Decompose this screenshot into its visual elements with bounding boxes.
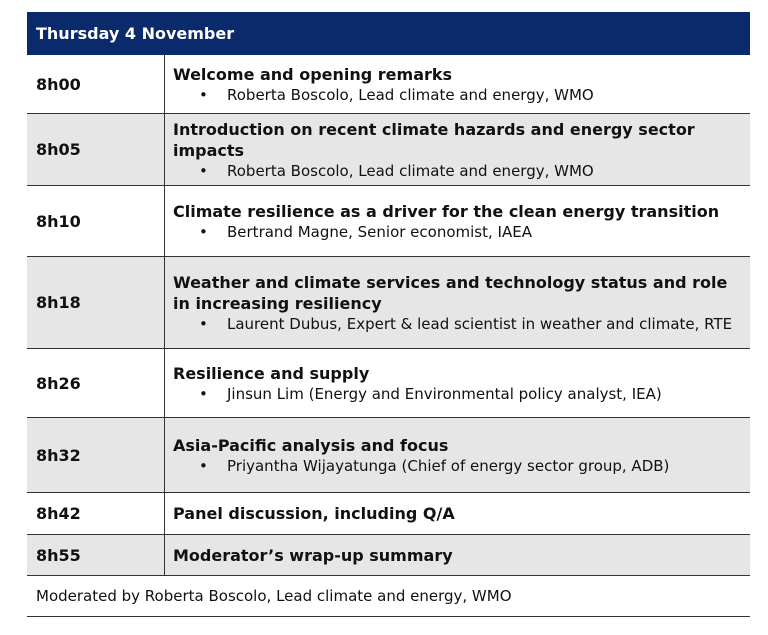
session-row <box>27 186 750 257</box>
speaker-item <box>173 456 744 476</box>
speaker-item <box>173 384 744 404</box>
session-title: Welcome and opening remarks <box>173 64 453 84</box>
session-time: 8h42 <box>27 493 165 534</box>
session-title: Moderator’s wrap-up summary <box>173 545 453 565</box>
session-title: Introduction on recent climate hazards and energy sector impacts <box>173 119 695 160</box>
session-content <box>165 114 750 185</box>
session-row <box>27 257 750 349</box>
session-title: Resilience and supply <box>173 363 370 383</box>
session-row <box>27 418 750 493</box>
speaker-text: Bertrand Magne, Senior economist, IAEA <box>227 222 532 241</box>
speaker-item <box>173 314 744 334</box>
speaker-text: Roberta Boscolo, Lead climate and energy, WMO <box>227 161 594 180</box>
moderator-note <box>27 576 750 617</box>
session-content <box>165 349 750 417</box>
session-time: 8h05 <box>27 114 165 185</box>
date-header-label: Thursday 4 November <box>36 24 235 43</box>
moderator-text: Moderated by Roberta Boscolo, Lead climate and energy, WMO <box>36 587 512 605</box>
session-time: 8h26 <box>27 349 165 417</box>
session-time: 8h32 <box>27 418 165 492</box>
bullet-icon: • <box>199 314 208 333</box>
speaker-text: Priyantha Wijayatunga (Chief of energy sector group, ADB) <box>227 456 670 475</box>
session-time: 8h00 <box>27 55 165 113</box>
session-content <box>165 186 750 256</box>
session-content <box>165 535 750 575</box>
bullet-icon: • <box>199 161 208 180</box>
agenda-table <box>27 12 750 617</box>
session-row <box>27 349 750 418</box>
speaker-item <box>173 161 744 181</box>
speaker-text: Jinsun Lim (Energy and Environmental policy analyst, IEA) <box>227 384 662 403</box>
date-header <box>27 12 750 55</box>
bullet-icon: • <box>199 222 208 241</box>
session-content <box>165 418 750 492</box>
speaker-text: Laurent Dubus, Expert & lead scientist in weather and climate, RTE <box>227 314 733 333</box>
bullet-icon: • <box>199 384 208 403</box>
session-title: Panel discussion, including Q/A <box>173 504 455 523</box>
session-content <box>165 493 750 534</box>
session-row <box>27 114 750 186</box>
session-time: 8h10 <box>27 186 165 256</box>
speaker-item <box>173 85 744 105</box>
session-title: Climate resilience as a driver for the clean energy transition <box>173 201 720 221</box>
session-content <box>165 55 750 113</box>
bullet-icon: • <box>199 456 208 475</box>
session-time: 8h18 <box>27 257 165 348</box>
session-row <box>27 493 750 535</box>
bullet-icon: • <box>199 85 208 104</box>
session-row <box>27 55 750 114</box>
session-time: 8h55 <box>27 535 165 575</box>
session-title: Asia-Pacific analysis and focus <box>173 435 449 455</box>
speaker-text: Roberta Boscolo, Lead climate and energy, WMO <box>227 85 594 104</box>
session-content <box>165 257 750 348</box>
speaker-item <box>173 222 744 242</box>
session-title: Weather and climate services and technology status and role in increasing resiliency <box>173 272 728 313</box>
session-row <box>27 535 750 576</box>
